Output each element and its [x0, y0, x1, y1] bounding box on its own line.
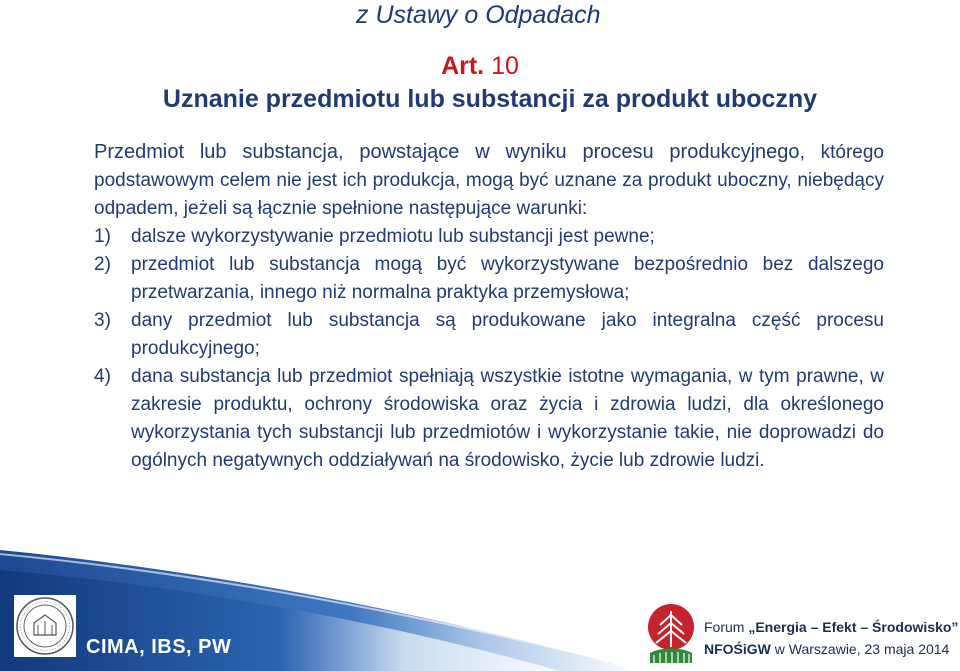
- university-seal-icon: [14, 595, 76, 657]
- conditions-list: [94, 223, 884, 475]
- condition-item: [94, 251, 884, 307]
- forum-location-date: w Warszawie, 23 maja 2014: [774, 641, 950, 657]
- condition-number: 3): [94, 310, 111, 331]
- condition-item: [94, 307, 884, 363]
- condition-text: dany przedmiot lub substancja są produkowane jako integralna część procesu produkcyjnego;: [131, 310, 884, 359]
- forum-location: [704, 641, 949, 657]
- header-title: z Ustawy o Odpadach: [356, 1, 601, 29]
- footer-institutions: CIMA, IBS, PW: [86, 636, 232, 658]
- condition-number: 1): [94, 226, 111, 247]
- article-number-value: 10: [491, 52, 519, 80]
- article-content: [94, 138, 884, 475]
- forum-title: [704, 619, 958, 635]
- condition-number: 2): [94, 254, 111, 275]
- forum-prefix: Forum: [704, 619, 745, 635]
- intro-line-1: Przedmiot lub substancja, powstające w wyniku procesu produkcyjnego,: [94, 141, 806, 163]
- condition-item: [94, 363, 884, 475]
- condition-text: dalsze wykorzystywanie przedmiotu lub substancji jest pewne;: [131, 226, 655, 247]
- condition-text: dana substancja lub przedmiot spełniają wszystkie istotne wymagania, w tym prawne, w zakresie produktu, ochrony środowiska oraz życia i zdrowia ludzi, dla określonego wykorzystania tych substancji lub przedmiotów i wykorzystanie takie, nie doprowadzi do ogólnych negatywnych oddziaływań na środowisko, życie lub zdrowie ludzi.: [131, 366, 884, 471]
- condition-text: przedmiot lub substancja mogą być wykorzystywane bezpośrednio bez dalszego przetwarzania, innego niż normalna praktyka przemysłowa;: [131, 254, 884, 303]
- forum-org: NFOŚiGW: [704, 641, 771, 657]
- intro-paragraph: [94, 138, 884, 223]
- article-label: Art.: [441, 52, 485, 80]
- intro-rest: którego podstawowym celem nie jest ich produkcja, mogą być uznane za produkt uboczny, niebędący odpadem, jeżeli są łącznie spełnione następujące warunki:: [94, 142, 884, 219]
- nfosigw-logo-icon: [646, 601, 696, 667]
- condition-number: 4): [94, 366, 111, 387]
- article-number: [0, 50, 960, 82]
- condition-item: [94, 223, 884, 251]
- article-title: Uznanie przedmiotu lub substancji za produkt uboczny: [162, 85, 818, 113]
- forum-name: „Energia – Efekt – Środowisko”: [748, 619, 959, 635]
